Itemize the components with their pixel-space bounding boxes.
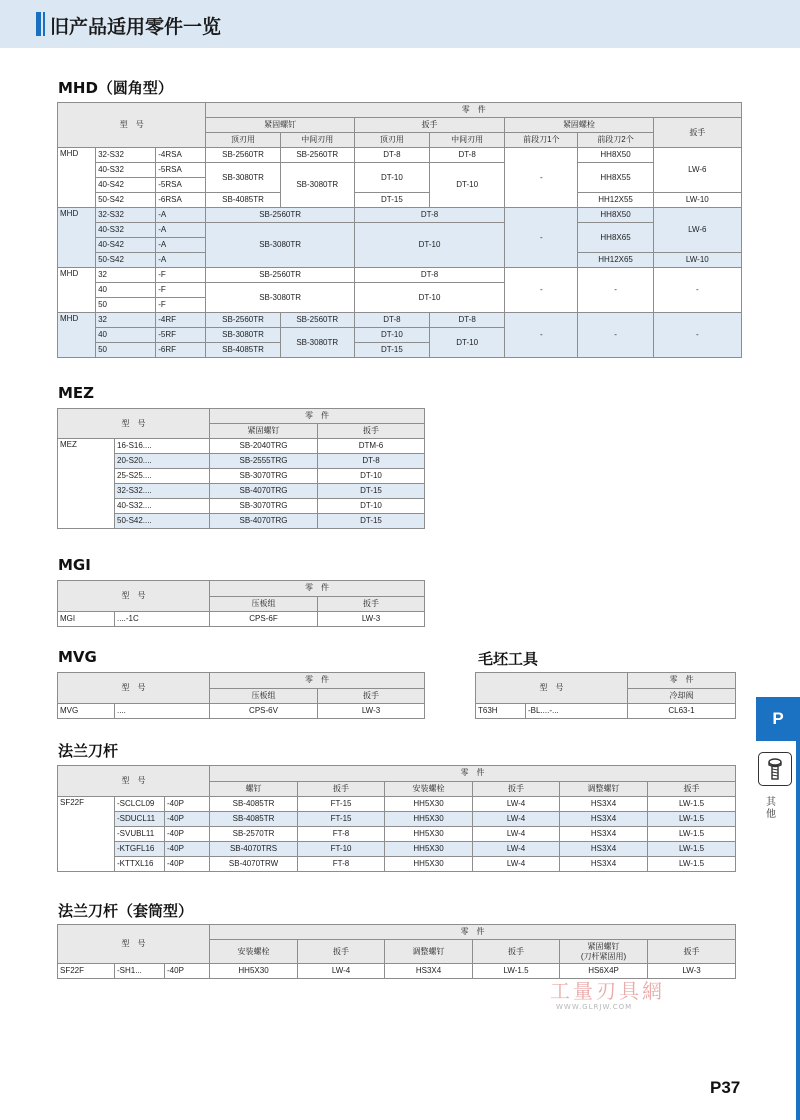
- cell: DT-10: [354, 163, 429, 193]
- cell: DT-10: [354, 223, 504, 268]
- header-accent-thin: [43, 12, 45, 36]
- mvg-table: [57, 672, 425, 719]
- cell: DT-8: [430, 148, 505, 163]
- mhd-bolt-header: 紧固螺栓: [505, 118, 653, 133]
- mgi-parts-header: 零 件: [210, 581, 425, 597]
- cell: FT-8: [298, 827, 385, 842]
- cell: -40P: [165, 842, 210, 857]
- flange-wrench2-header: 扳手: [473, 781, 560, 797]
- cell: -40P: [165, 857, 210, 872]
- flange-section-title: 法兰刀杆: [58, 742, 119, 760]
- cell: 50-S42....: [115, 514, 210, 529]
- cell: HH5X30: [210, 964, 298, 979]
- cell: MVG: [58, 704, 115, 719]
- flange2-model-header: 型 号: [58, 925, 210, 964]
- cell: DT-8: [430, 313, 505, 328]
- cell: 40-S42: [96, 178, 156, 193]
- mhd-table: [57, 102, 742, 358]
- mhd-wrench2-header: 扳手: [653, 118, 741, 148]
- table-row: [58, 223, 742, 238]
- cell: LW-4: [473, 857, 560, 872]
- mhd-mid2-header: 中间刃用: [430, 133, 505, 148]
- cell: HH12X65: [578, 253, 653, 268]
- mgi-table: [57, 580, 425, 627]
- cell: HS3X4: [560, 827, 648, 842]
- cell: -: [578, 268, 653, 313]
- mhd-front2-header: 前段刀2个: [578, 133, 653, 148]
- cell: LW-6: [653, 148, 741, 193]
- table-row: [58, 797, 736, 812]
- cell: SB-4070TRS: [210, 842, 298, 857]
- flange-wrench3-header: 扳手: [648, 781, 736, 797]
- cell: 50: [96, 298, 156, 313]
- cell: DT-8: [354, 313, 429, 328]
- cell: 32: [96, 313, 156, 328]
- mhd-top-header: 顶刃用: [206, 133, 280, 148]
- mhd-mid-header: 中间刃用: [280, 133, 354, 148]
- mvg-model-header: 型 号: [58, 673, 210, 704]
- cell: LW-1.5: [648, 857, 736, 872]
- mez-parts-header: 零 件: [210, 409, 425, 424]
- blank-model-header: 型 号: [476, 673, 628, 704]
- cell: SF22F: [58, 797, 115, 872]
- cell: MHD: [58, 313, 96, 358]
- cell: SB-2560TR: [206, 313, 280, 328]
- cell: CL63-1: [628, 704, 736, 719]
- flange2-wrench2-header: 扳手: [473, 940, 560, 964]
- cell: HS3X4: [560, 857, 648, 872]
- page-title: 旧产品适用零件一览: [50, 16, 222, 38]
- flange-adjust-header: 调整螺钉: [560, 781, 648, 797]
- cell: LW-1.5: [648, 812, 736, 827]
- cell: DT-10: [430, 328, 505, 358]
- cell: LW-1.5: [648, 842, 736, 857]
- flange2-screw-sublabel: (刀杆紧固用): [580, 951, 627, 961]
- cell: MHD: [58, 148, 96, 208]
- cell: HS3X4: [560, 842, 648, 857]
- cell: HH5X30: [385, 827, 473, 842]
- cell: SB-4070TRG: [210, 484, 318, 499]
- cell: HH5X30: [385, 842, 473, 857]
- cell: -40P: [165, 964, 210, 979]
- cell: 32-S32....: [115, 484, 210, 499]
- cell: DT-10: [354, 328, 429, 343]
- table-row: [58, 812, 736, 827]
- watermark: 工量刃具網: [550, 979, 665, 1003]
- flange-screw-header: 螺钉: [210, 781, 298, 797]
- table-row: [476, 704, 736, 719]
- blank-parts-header: 零 件: [628, 673, 736, 689]
- cell: SB-2040TRG: [210, 439, 318, 454]
- flange2-wrench-header: 扳手: [298, 940, 385, 964]
- cell: ....: [115, 704, 210, 719]
- table-row: [58, 612, 425, 627]
- table-row: [58, 148, 742, 163]
- cell: -40P: [165, 812, 210, 827]
- cell: -: [653, 268, 741, 313]
- mez-model-header: 型 号: [58, 409, 210, 439]
- cell: LW-1.5: [648, 827, 736, 842]
- cell: SB-4070TRG: [210, 514, 318, 529]
- cell: -SCLCL09: [115, 797, 165, 812]
- cell: -: [653, 313, 741, 358]
- cell: 25-S25....: [115, 469, 210, 484]
- cell: -F: [156, 268, 206, 283]
- cell: FT-8: [298, 857, 385, 872]
- cell: SF22F: [58, 964, 115, 979]
- cell: SB-3080TR: [206, 163, 280, 193]
- mvg-clamp-header: 压板组: [210, 688, 318, 704]
- cell: -BL....-...: [526, 704, 628, 719]
- cell: -F: [156, 283, 206, 298]
- cell: 40-S42: [96, 238, 156, 253]
- cell: -40P: [165, 827, 210, 842]
- mvg-section-title: MVG: [58, 648, 97, 666]
- cell: -: [505, 148, 578, 208]
- cell: HH8X50: [578, 148, 653, 163]
- cell: SB-2560TR: [206, 268, 354, 283]
- cell: -: [505, 208, 578, 268]
- header-bar: [0, 0, 800, 48]
- cell: MHD: [58, 208, 96, 268]
- cell: -A: [156, 223, 206, 238]
- mez-screw-header: 紧固螺钉: [210, 424, 318, 439]
- cell: -SH1...: [115, 964, 165, 979]
- table-row: [58, 193, 742, 208]
- cell: LW-4: [473, 812, 560, 827]
- cell: DT-15: [354, 193, 429, 208]
- cell: LW-4: [473, 842, 560, 857]
- flange-bolt-header: 安装螺栓: [385, 781, 473, 797]
- cell: 40-S32: [96, 223, 156, 238]
- flange-model-header: 型 号: [58, 766, 210, 797]
- cell: -: [578, 313, 653, 358]
- cell: ....-1C: [115, 612, 210, 627]
- cell: DTM-6: [318, 439, 425, 454]
- cell: DT-8: [318, 454, 425, 469]
- cell: SB-3070TRG: [210, 499, 318, 514]
- cell: HH8X50: [578, 208, 653, 223]
- blank-table: [475, 672, 736, 719]
- cell: -SDUCL11: [115, 812, 165, 827]
- cell: -KTTXL16: [115, 857, 165, 872]
- mhd-screw-header: 紧固螺钉: [206, 118, 354, 133]
- mgi-section-title: MGI: [58, 556, 91, 574]
- table-row: [58, 827, 736, 842]
- cell: SB-2570TR: [210, 827, 298, 842]
- cell: HH5X30: [385, 857, 473, 872]
- cell: DT-15: [354, 343, 429, 358]
- cell: MHD: [58, 268, 96, 313]
- page-number: P37: [710, 1078, 741, 1097]
- flange2-wrench3-header: 扳手: [648, 940, 736, 964]
- cell: -5RSA: [156, 163, 206, 178]
- mhd-top2-header: 顶刃用: [354, 133, 429, 148]
- cell: DT-15: [318, 484, 425, 499]
- mgi-clamp-header: 压板组: [210, 596, 318, 612]
- cell: SB-3080TR: [280, 328, 354, 358]
- cell: 40: [96, 283, 156, 298]
- cell: SB-2560TR: [206, 148, 280, 163]
- cell: SB-2560TR: [280, 313, 354, 328]
- table-row: [58, 163, 742, 178]
- cell: SB-3080TR: [280, 163, 354, 208]
- cell: LW-10: [653, 253, 741, 268]
- cell: SB-3080TR: [206, 283, 354, 313]
- table-row: [58, 208, 742, 223]
- mhd-parts-header: 零 件: [206, 103, 742, 118]
- table-row: [58, 842, 736, 857]
- cell: LW-3: [318, 612, 425, 627]
- cell: 50-S42: [96, 253, 156, 268]
- cell: HS3X4: [560, 797, 648, 812]
- cell: -: [505, 268, 578, 313]
- cell: FT-10: [298, 842, 385, 857]
- cell: DT-10: [318, 499, 425, 514]
- cell: 50: [96, 343, 156, 358]
- header-accent: [36, 12, 41, 36]
- cell: -A: [156, 238, 206, 253]
- mez-section-title: MEZ: [58, 384, 95, 402]
- screw-icon: [758, 752, 792, 786]
- cell: -KTGFL16: [115, 842, 165, 857]
- cell: SB-3080TR: [206, 328, 280, 343]
- flange2-section-title: 法兰刀杆（套筒型）: [58, 902, 194, 920]
- cell: 16-S16....: [115, 439, 210, 454]
- cell: SB-2560TR: [206, 208, 354, 223]
- table-row: [58, 439, 425, 454]
- mhd-section-title: MHD（圆角型）: [58, 79, 173, 97]
- cell: LW-10: [653, 193, 741, 208]
- cell: MEZ: [58, 439, 115, 529]
- table-row: [58, 268, 742, 283]
- cell: HH8X65: [578, 223, 653, 253]
- cell: LW-6: [653, 208, 741, 253]
- cell: LW-4: [473, 797, 560, 812]
- cell: SB-4070TRW: [210, 857, 298, 872]
- cell: SB-3080TR: [206, 223, 354, 268]
- cell: HH5X30: [385, 812, 473, 827]
- cell: DT-8: [354, 268, 504, 283]
- cell: LW-4: [473, 827, 560, 842]
- mgi-wrench-header: 扳手: [318, 596, 425, 612]
- cell: HH5X30: [385, 797, 473, 812]
- cell: 32-S32: [96, 208, 156, 223]
- cell: CPS-6V: [210, 704, 318, 719]
- mgi-model-header: 型 号: [58, 581, 210, 612]
- cell: -4RSA: [156, 148, 206, 163]
- flange-wrench-header: 扳手: [298, 781, 385, 797]
- flange2-screw-header: [560, 940, 648, 964]
- watermark-url: WWW.GLRJW.COM: [556, 1003, 633, 1011]
- cell: DT-15: [318, 514, 425, 529]
- cell: DT-8: [354, 148, 429, 163]
- cell: HH12X55: [578, 193, 653, 208]
- cell: SB-3070TRG: [210, 469, 318, 484]
- cell: LW-1.5: [473, 964, 560, 979]
- cell: -A: [156, 253, 206, 268]
- cell: HS6X4P: [560, 964, 648, 979]
- cell: 40-S32....: [115, 499, 210, 514]
- side-category-label: 其他: [766, 797, 776, 820]
- cell: SB-4085TR: [206, 193, 280, 208]
- cell: -SVUBL11: [115, 827, 165, 842]
- flange2-screw-label: 紧固螺钉: [587, 941, 620, 951]
- flange2-parts-header: 零 件: [210, 925, 736, 940]
- cell: SB-4085TR: [210, 812, 298, 827]
- cell: -5RSA: [156, 178, 206, 193]
- cell: 40: [96, 328, 156, 343]
- cell: CPS-6F: [210, 612, 318, 627]
- cell: DT-10: [430, 163, 505, 208]
- mhd-model-header: 型 号: [58, 103, 206, 148]
- cell: LW-3: [318, 704, 425, 719]
- cell: 20-S20....: [115, 454, 210, 469]
- cell: SB-2560TR: [280, 148, 354, 163]
- cell: -40P: [165, 797, 210, 812]
- cell: -F: [156, 298, 206, 313]
- cell: 40-S32: [96, 163, 156, 178]
- cell: -6RSA: [156, 193, 206, 208]
- flange2-table: [57, 924, 736, 979]
- flange-table: [57, 765, 736, 872]
- cell: DT-8: [354, 208, 504, 223]
- cell: HH8X55: [578, 163, 653, 193]
- cell: SB-4085TR: [206, 343, 280, 358]
- flange2-adjust-header: 调整螺钉: [385, 940, 473, 964]
- mez-table: [57, 408, 425, 529]
- cell: -4RF: [156, 313, 206, 328]
- cell: -6RF: [156, 343, 206, 358]
- flange2-bolt-header: 安装螺栓: [210, 940, 298, 964]
- cell: DT-10: [354, 283, 504, 313]
- cell: SB-2555TRG: [210, 454, 318, 469]
- mvg-parts-header: 零 件: [210, 673, 425, 689]
- side-edge-bar: [796, 697, 800, 1120]
- mez-wrench-header: 扳手: [318, 424, 425, 439]
- cell: -: [505, 313, 578, 358]
- cell: FT-15: [298, 797, 385, 812]
- table-row: [58, 313, 742, 328]
- cell: HS3X4: [560, 812, 648, 827]
- mhd-wrench-header: 扳手: [354, 118, 504, 133]
- cell: -5RF: [156, 328, 206, 343]
- cell: DT-10: [318, 469, 425, 484]
- cell: LW-3: [648, 964, 736, 979]
- blank-valve-header: 冷却阀: [628, 688, 736, 704]
- cell: 50-S42: [96, 193, 156, 208]
- cell: T63H: [476, 704, 526, 719]
- cell: MGI: [58, 612, 115, 627]
- section-tab-p[interactable]: P: [756, 697, 800, 741]
- cell: LW-4: [298, 964, 385, 979]
- cell: -A: [156, 208, 206, 223]
- cell: 32-S32: [96, 148, 156, 163]
- cell: HS3X4: [385, 964, 473, 979]
- table-row: [58, 857, 736, 872]
- cell: 32: [96, 268, 156, 283]
- mhd-front1-header: 前段刀1个: [505, 133, 578, 148]
- table-row: [58, 704, 425, 719]
- flange-parts-header: 零 件: [210, 766, 736, 782]
- mvg-wrench-header: 扳手: [318, 688, 425, 704]
- cell: SB-4085TR: [210, 797, 298, 812]
- blank-section-title: 毛坯工具: [478, 650, 539, 668]
- cell: FT-15: [298, 812, 385, 827]
- cell: LW-1.5: [648, 797, 736, 812]
